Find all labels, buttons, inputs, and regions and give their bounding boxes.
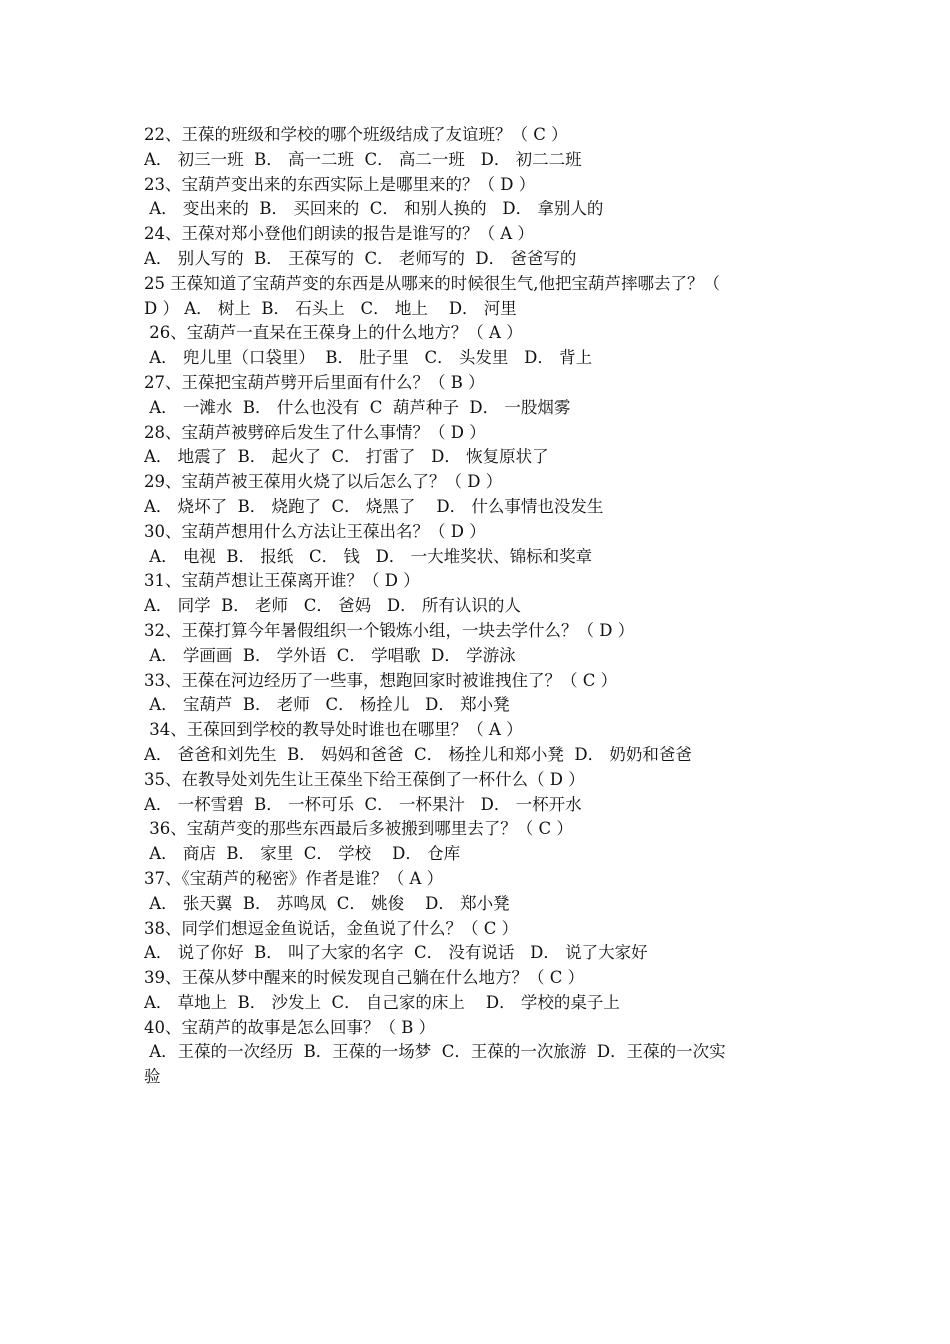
question-29: 29、宝葫芦被王葆用火烧了以后怎么了？（ D ） xyxy=(144,472,503,492)
question-33: 33、王葆在河边经历了一些事，想跑回家时被谁拽住了？（ C ） xyxy=(144,670,618,690)
question-37: 37、《宝葫芦的秘密》作者是谁？（ A ） xyxy=(144,868,444,888)
options-23: A． 变出来的 B． 买回来的 C． 和别人换的 D． 拿别人的 xyxy=(144,199,604,219)
options-39: A． 草地上 B． 沙发上 C． 自己家的床上 D． 学校的桌子上 xyxy=(144,992,620,1012)
question-32: 32、王葆打算今年暑假组织一个锻炼小组，一块去学什么？（ D ） xyxy=(144,620,635,640)
question-27: 27、王葆把宝葫芦劈开后里面有什么？（ B ） xyxy=(144,372,485,392)
options-24: A． 别人写的 B． 王葆写的 C． 老师写的 D． 爸爸写的 xyxy=(144,248,577,268)
question-39: 39、王葆从梦中醒来的时候发现自己躺在什么地方？（ C ） xyxy=(144,968,585,988)
options-26: A． 兜儿里（口袋里） B． 肚子里 C． 头发里 D． 背上 xyxy=(144,348,593,368)
question-36: 36、宝葫芦变的那些东西最后多被搬到哪里去了？（ C ） xyxy=(144,819,573,839)
question-30: 30、宝葫芦想用什么方法让王葆出名？（ D ） xyxy=(144,521,486,541)
question-23: 23、宝葫芦变出来的东西实际上是哪里来的？（ D ） xyxy=(144,174,536,194)
options-29: A． 烧坏了 B． 烧跑了 C． 烧黑了 D． 什么事情也没发生 xyxy=(144,496,604,516)
question-38: 38、同学们想逗金鱼说话，金鱼说了什么？（ C ） xyxy=(144,918,519,938)
options-22: A． 初三一班 B． 高一二班 C． 高二一班 D． 初二二班 xyxy=(144,149,582,169)
question-28: 28、宝葫芦被劈碎后发生了什么事情？（ D ） xyxy=(144,422,486,442)
question-35: 35、在教导处刘先生让王葆坐下给王葆倒了一杯什么（ D ） xyxy=(144,769,585,789)
options-35: A． 一杯雪碧 B． 一杯可乐 C． 一杯果汁 D． 一杯开水 xyxy=(144,794,582,814)
document-body xyxy=(144,123,816,1090)
options-32: A． 学画画 B． 学外语 C． 学唱歌 D． 学游泳 xyxy=(144,645,516,665)
question-31: 31、宝葫芦想让王葆离开谁？（ D ） xyxy=(144,571,420,591)
question-34: 34、王葆回到学校的教导处时谁也在哪里？（ A ） xyxy=(144,720,523,740)
options-40: A．王葆的一次经历 B．王葆的一场梦 C．王葆的一次旅游 D．王葆的一次实 xyxy=(144,1042,726,1062)
question-24: 24、王葆对郑小登他们朗读的报告是谁写的？（ A ） xyxy=(144,224,534,244)
options-38: A． 说了你好 B． 叫了大家的名字 C． 没有说话 D． 说了大家好 xyxy=(144,943,648,963)
options-25: D ） A． 树上 B． 石头上 C． 地上 D． 河里 xyxy=(144,298,517,318)
options-40-continued: 验 xyxy=(144,1067,161,1087)
options-36: A． 商店 B． 家里 C． 学校 D． 仓库 xyxy=(144,844,461,864)
question-22: 22、王葆的班级和学校的哪个班级结成了友谊班？（ C ） xyxy=(144,125,568,144)
options-37: A． 张天翼 B． 苏鸣凤 C． 姚俊 D． 郑小凳 xyxy=(144,893,510,913)
options-31: A． 同学 B． 老师 C． 爸妈 D． 所有认识的人 xyxy=(144,596,521,616)
options-28: A． 地震了 B． 起火了 C． 打雷了 D． 恢复原状了 xyxy=(144,447,549,467)
options-30: A． 电视 B． 报纸 C． 钱 D． 一大堆奖状、锦标和奖章 xyxy=(144,546,593,566)
options-34: A． 爸爸和刘先生 B． 妈妈和爸爸 C． 杨拴儿和郑小凳 D． 奶奶和爸爸 xyxy=(144,744,692,764)
question-25: 25 王葆知道了宝葫芦变的东西是从哪来的时候很生气,他把宝葫芦摔哪去了？（ xyxy=(144,273,720,293)
options-33: A． 宝葫芦 B． 老师 C． 杨拴儿 D． 郑小凳 xyxy=(144,695,510,715)
question-26: 26、宝葫芦一直呆在王葆身上的什么地方？（ A ） xyxy=(144,323,523,343)
options-27: A． 一滩水 B． 什么也没有 C 葫芦种子 D． 一股烟雾 xyxy=(144,397,571,417)
question-40: 40、宝葫芦的故事是怎么回事？（ B ） xyxy=(144,1017,436,1037)
